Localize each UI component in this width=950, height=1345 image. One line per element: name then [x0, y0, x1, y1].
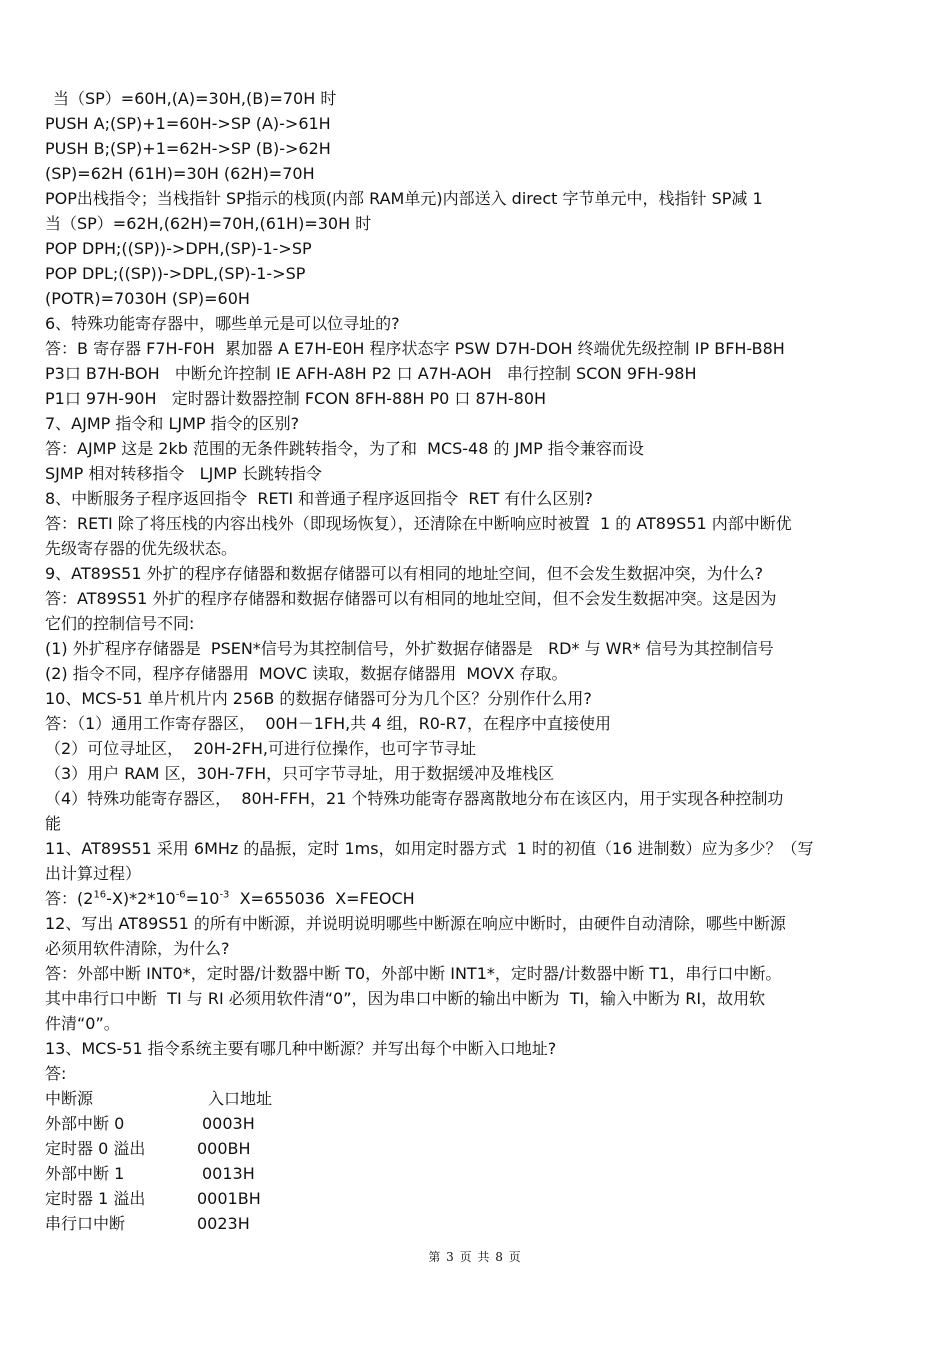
formula-suffix: X=655036 X=FEOCH	[229, 889, 415, 908]
text-line: 件清“0”。	[45, 1014, 120, 1033]
text-line: 7、AJMP 指令和 LJMP 指令的区别?	[45, 414, 300, 433]
text-line: 先级寄存器的优先级状态。	[45, 539, 238, 558]
table-cell-source: 串行口中断	[45, 1214, 126, 1233]
text-line: 答：外部中断 INT0*，定时器/计数器中断 T0，外部中断 INT1*，定时器/计数器中断 T1，串行口中断。	[45, 964, 782, 983]
formula-mid: -X)*2*10	[106, 889, 176, 908]
formula-exp3: -3	[219, 889, 230, 901]
table-cell-address: 0003H	[202, 1114, 255, 1133]
text-line: P1口 97H-90H 定时器计数器控制 FCON 8FH-88H P0 口 87H-80H	[45, 389, 547, 408]
text-line: （3）用户 RAM 区，30H-7FH，只可字节寻址，用于数据缓冲及堆栈区	[45, 764, 555, 783]
text-line: 9、AT89S51 外扩的程序存储器和数据存储器可以有相同的地址空间，但不会发生数据冲突，为什么?	[45, 564, 764, 583]
page-footer: 第 3 页 共 8 页	[428, 1250, 522, 1264]
text-line: 出计算过程）	[45, 864, 142, 883]
text-line: 11、AT89S51 采用 6MHz 的晶振，定时 1ms，如用定时器方式 1 时的初值（16 进制数）应为多少？（写	[45, 839, 814, 858]
text-line: 8、中断服务子程序返回指令 RETI 和普通子程序返回指令 RET 有什么区别?	[45, 489, 593, 508]
text-line: (POTR)=7030H (SP)=60H	[45, 289, 250, 308]
text-line: 答：（1）通用工作寄存器区， 00H－1FH,共 4 组，R0-R7，在程序中直接使用	[45, 714, 611, 733]
text-line: POP DPH;((SP))->DPH,(SP)-1->SP	[45, 239, 312, 258]
text-line: PUSH A;(SP)+1=60H->SP (A)->61H	[45, 114, 331, 133]
formula-exp2: -6	[175, 889, 186, 901]
text-line: 它们的控制信号不同:	[45, 614, 195, 633]
table-cell-source: 外部中断 1	[45, 1164, 125, 1183]
text-line: PUSH B;(SP)+1=62H->SP (B)->62H	[45, 139, 331, 158]
formula-prefix: 答：(2	[45, 889, 94, 908]
text-line: POP DPL;((SP))->DPL,(SP)-1->SP	[45, 264, 306, 283]
text-line: 当（SP）=62H,(62H)=70H,(61H)=30H 时	[45, 214, 372, 233]
text-line: POP出栈指令；当栈指针 SP指示的栈顶(内部 RAM单元)内部送入 direct 字节单元中，栈指针 SP减 1	[45, 189, 763, 208]
text-line: 其中串行口中断 TI 与 RI 必须用软件清“0”，因为串口中断的输出中断为 TI，输入中断为 RI，故用软	[45, 989, 766, 1008]
text-line: 13、MCS-51 指令系统主要有哪几种中断源？并写出每个中断入口地址?	[45, 1039, 557, 1058]
table-cell-address: 0013H	[202, 1164, 255, 1183]
text-line: 6、特殊功能寄存器中，哪些单元是可以位寻址的?	[45, 314, 400, 333]
text-line: SJMP 相对转移指令 LJMP 长跳转指令	[45, 464, 322, 483]
formula-line	[45, 889, 415, 909]
text-line: 答：RETI 除了将压栈的内容出栈外（即现场恢复），还清除在中断响应时被置 1 的 AT89S51 内部中断优	[45, 514, 792, 533]
text-line: 当（SP）=60H,(A)=30H,(B)=70H 时	[53, 89, 337, 108]
text-line: (1) 外扩程序存储器是 PSEN*信号为其控制信号，外扩数据存储器是 RD* 与 WR* 信号为其控制信号	[45, 639, 774, 658]
table-cell-address: 0001BH	[197, 1189, 261, 1208]
text-line: 10、MCS-51 单片机片内 256B 的数据存储器可分为几个区？分别作什么用?	[45, 689, 592, 708]
table-header-address: 入口地址	[208, 1089, 273, 1108]
table-cell-source: 定时器 0 溢出	[45, 1139, 146, 1158]
text-line: 能	[45, 814, 62, 833]
table-cell-address: 0023H	[197, 1214, 250, 1233]
text-line: P3口 B7H-BOH 中断允许控制 IE AFH-A8H P2 口 A7H-AOH 串行控制 SCON 9FH-98H	[45, 364, 697, 383]
table-cell-source: 外部中断 0	[45, 1114, 125, 1133]
text-line: 12、写出 AT89S51 的所有中断源，并说明说明哪些中断源在响应中断时，由硬件自动清除，哪些中断源	[45, 914, 786, 933]
table-cell-source: 定时器 1 溢出	[45, 1189, 146, 1208]
text-line: （4）特殊功能寄存器区， 80H-FFH，21 个特殊功能寄存器离散地分布在该区内，用于实现各种控制功	[45, 789, 784, 808]
table-cell-address: 000BH	[197, 1139, 251, 1158]
text-line: 必须用软件清除，为什么?	[45, 939, 230, 958]
text-line: 答：B 寄存器 F7H-F0H 累加器 A E7H-E0H 程序状态字 PSW D7H-DOH 终端优先级控制 IP BFH-B8H	[45, 339, 785, 358]
formula-mid2: =10	[185, 889, 220, 908]
formula-exp1: 16	[93, 889, 107, 901]
text-line: (SP)=62H (61H)=30H (62H)=70H	[45, 164, 315, 183]
text-line: 答：AJMP 这是 2kb 范围的无条件跳转指令，为了和 MCS-48 的 JMP 指令兼容而设	[45, 439, 644, 458]
text-line: （2）可位寻址区， 20H-2FH,可进行位操作，也可字节寻址	[45, 739, 477, 758]
text-line: (2) 指令不同，程序存储器用 MOVC 读取，数据存储器用 MOVX 存取。	[45, 664, 568, 683]
text-line: 答：AT89S51 外扩的程序存储器和数据存储器可以有相同的地址空间，但不会发生数据冲突。这是因为	[45, 589, 777, 608]
table-header-source: 中断源	[45, 1089, 94, 1108]
text-line: 答:	[45, 1064, 67, 1083]
